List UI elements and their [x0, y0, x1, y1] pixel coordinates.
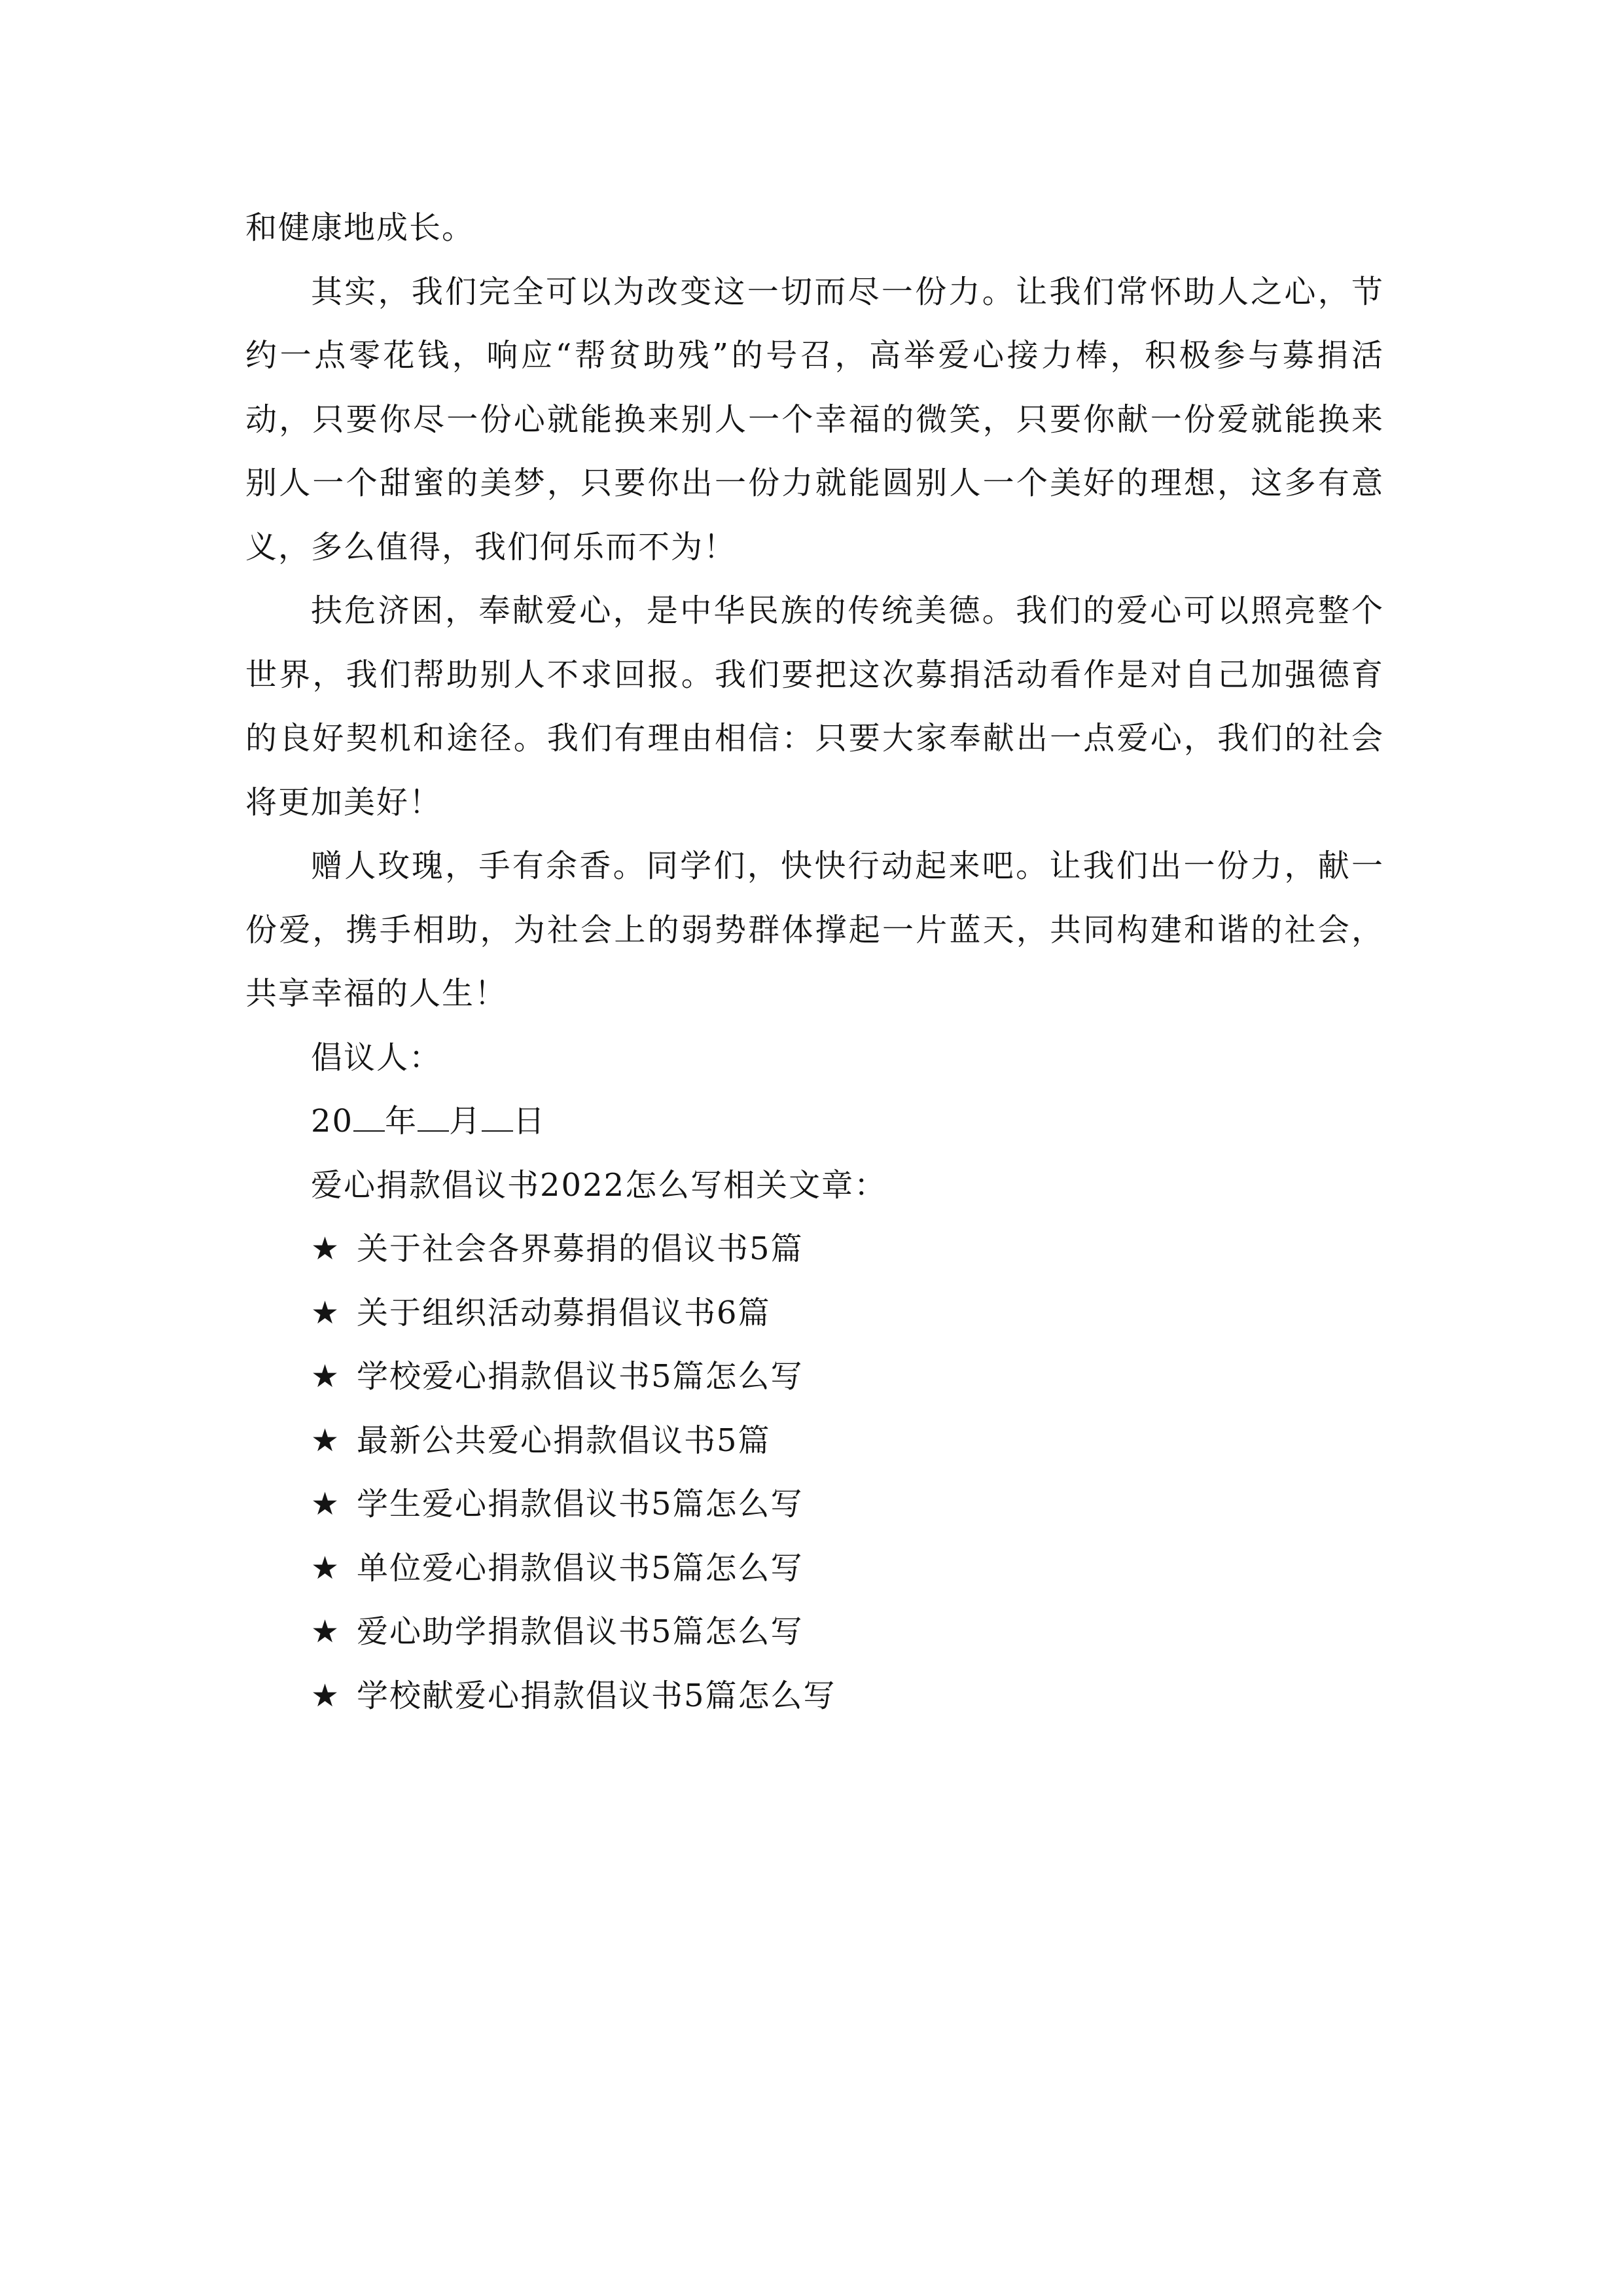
document-body: [245, 196, 1384, 1728]
paragraph-continuation: 和健康地成长。: [245, 209, 475, 246]
paragraph-tradition: 扶危济困，奉献爱心，是中华民族的传统美德。我们的爱心可以照亮整个世界，我们帮助别人不求回报。我们要把这次募捐活动看作是对自己加强德育的良好契机和途径。我们有理由相信：只要大家奉献出一点爱心，我们的社会将更加美好！: [245, 592, 1384, 821]
related-article-title[interactable]: 单位爱心捐款倡议书5篇怎么写: [357, 1549, 804, 1587]
related-article-title[interactable]: 学校爱心捐款倡议书5篇怎么写: [357, 1358, 804, 1395]
related-article-item[interactable]: [245, 1600, 1384, 1664]
date-day-label: 日: [513, 1103, 546, 1139]
related-article-title[interactable]: 最新公共爱心捐款倡议书5篇: [357, 1422, 771, 1459]
related-articles-list: [245, 1217, 1384, 1728]
related-article-item[interactable]: [245, 1409, 1384, 1473]
related-article-item[interactable]: [245, 1345, 1384, 1409]
date-line: [245, 1090, 1384, 1154]
star-icon: ★: [311, 1294, 341, 1331]
related-article-title[interactable]: 关于社会各界募捐的倡议书5篇: [357, 1230, 804, 1267]
date-month-label: 月: [449, 1103, 482, 1139]
star-icon: ★: [311, 1613, 341, 1650]
star-icon: ★: [311, 1230, 341, 1267]
related-heading: 爱心捐款倡议书2022怎么写相关文章：: [311, 1166, 887, 1204]
related-article-item[interactable]: [245, 1282, 1384, 1346]
date-year-prefix: 20: [311, 1103, 354, 1139]
related-article-item[interactable]: [245, 1217, 1384, 1282]
date-year-label: 年: [385, 1103, 418, 1139]
date-year-blank: [353, 1104, 385, 1132]
star-icon: ★: [311, 1677, 341, 1714]
star-icon: ★: [311, 1486, 341, 1522]
star-icon: ★: [311, 1422, 341, 1459]
star-icon: ★: [311, 1549, 341, 1587]
paragraph-closing: 赠人玫瑰，手有余香。同学们，快快行动起来吧。让我们出一份力，献一份爱，携手相助，为社会上的弱势群体撑起一片蓝天，共同构建和谐的社会，共享幸福的人生！: [245, 848, 1384, 1012]
date-month-blank: [418, 1104, 449, 1132]
related-article-title[interactable]: 爱心助学捐款倡议书5篇怎么写: [357, 1613, 804, 1650]
signature-label: 倡议人：: [311, 1039, 442, 1076]
related-article-title[interactable]: 学校献爱心捐款倡议书5篇怎么写: [357, 1677, 836, 1714]
related-article-item[interactable]: [245, 1473, 1384, 1537]
related-article-title[interactable]: 学生爱心捐款倡议书5篇怎么写: [357, 1486, 804, 1522]
related-article-item[interactable]: [245, 1664, 1384, 1729]
date-day-blank: [482, 1104, 513, 1132]
related-article-item[interactable]: [245, 1537, 1384, 1601]
related-article-title[interactable]: 关于组织活动募捐倡议书6篇: [357, 1294, 771, 1331]
paragraph-call-to-action: 其实，我们完全可以为改变这一切而尽一份力。让我们常怀助人之心，节约一点零花钱，响应“帮贫助残”的号召，高举爱心接力棒，积极参与募捐活动，只要你尽一份心就能换来别人一个幸福的微笑，只要你献一份爱就能换来别人一个甜蜜的美梦，只要你出一份力就能圆别人一个美好的理想，这多有意义，多么值得，我们何乐而不为！: [245, 273, 1384, 565]
star-icon: ★: [311, 1358, 341, 1395]
